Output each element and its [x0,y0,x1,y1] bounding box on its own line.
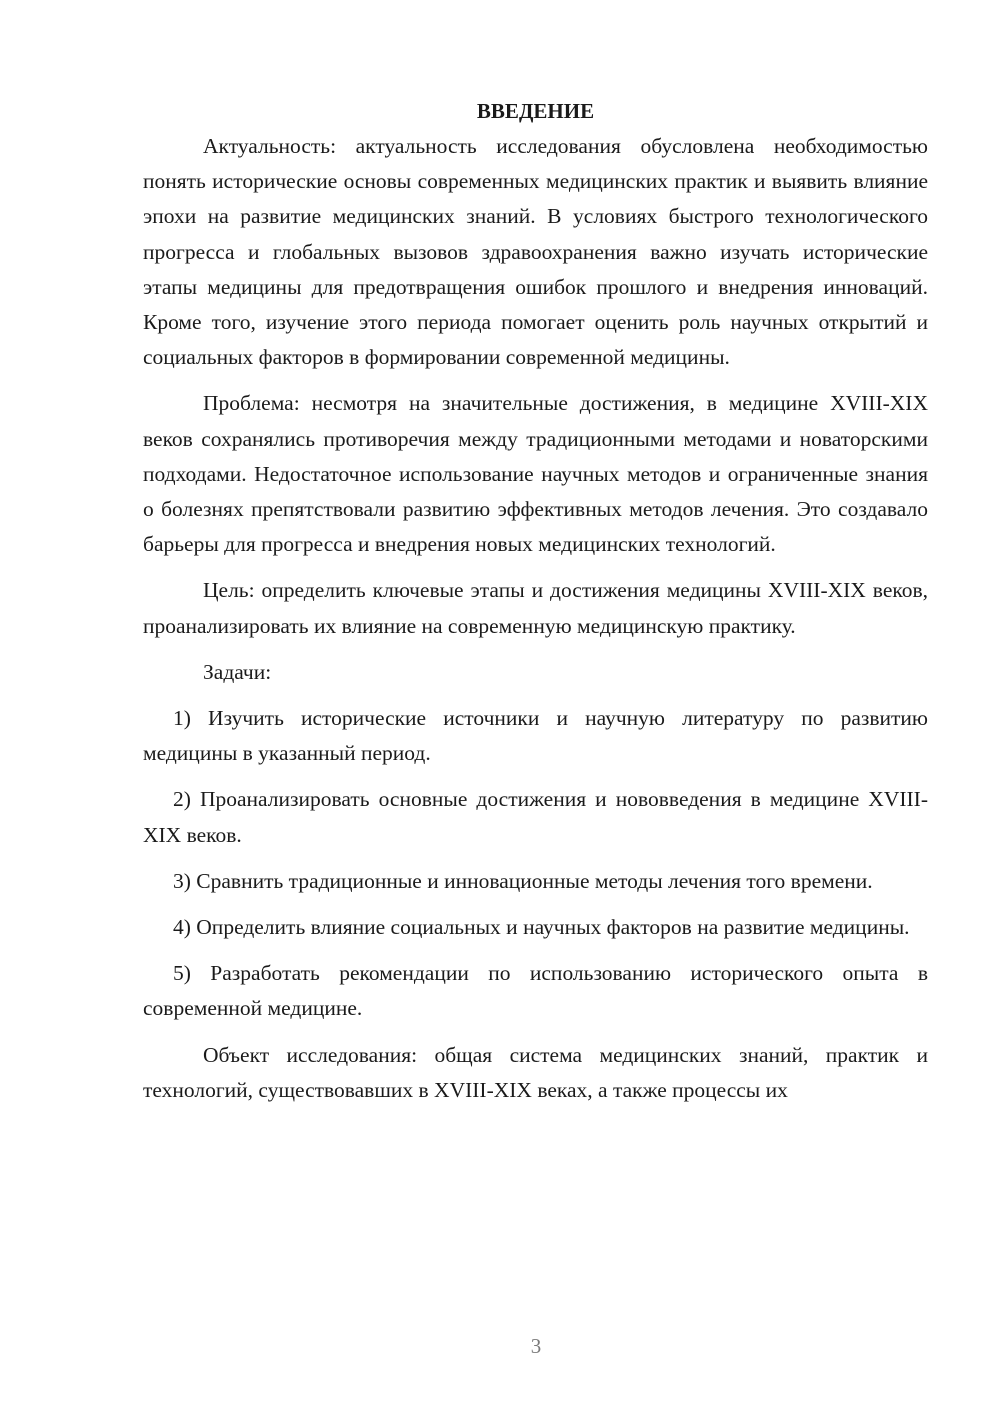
task-item-3: 3) Сравнить традиционные и инновационные методы лечения того времени. [173,868,873,893]
tasks-label: Задачи: [203,659,272,684]
relevance-paragraph: Актуальность: актуальность исследования обусловлена необходимостью понять исторические основы современных медицинских практик и выявить влияние эпохи на развитие медицинских знаний. В условиях быстрого технологического прогресса и глобальных вызовов здравоохранения важно изучать исторические этапы медицины для предотвращения ошибок прошлого и внедрения инноваций. Кроме того, изучение этого периода помогает оценить роль научных открытий и социальных факторов в формировании современной медицины. [143,134,928,370]
object-paragraph: Объект исследования: общая система медицинских знаний, практик и технологий, существовавших в XVIII-XIX веках, а также процессы их [143,1042,928,1102]
task-item-2: 2) Проанализировать основные достижения и нововведения в медицине XVIII-XIX веков. [143,787,928,847]
goal-paragraph: Цель: определить ключевые этапы и достижения медицины XVIII-XIX веков, проанализировать их влияние на современную медицинскую практику. [143,578,928,638]
problem-paragraph: Проблема: несмотря на значительные достижения, в медицине XVIII-XIX веков сохранялись противоречия между традиционными методами и новаторскими подходами. Недостаточное использование научных методов и ограниченные знания о болезнях препятствовали развитию эффективных методов лечения. Это создавало барьеры для прогресса и внедрения новых медицинских технологий. [143,391,928,557]
page-number: 3 [530,1334,542,1358]
task-item-1: 1) Изучить исторические источники и научную литературу по развитию медицины в указанный период. [143,706,928,766]
task-item-5: 5) Разработать рекомендации по использованию исторического опыта в современной медицине. [143,961,928,1021]
section-heading: ВВЕДЕНИЕ [476,99,595,123]
task-item-4: 4) Определить влияние социальных и научных факторов на развитие медицины. [173,915,910,940]
page-content [143,94,928,1119]
